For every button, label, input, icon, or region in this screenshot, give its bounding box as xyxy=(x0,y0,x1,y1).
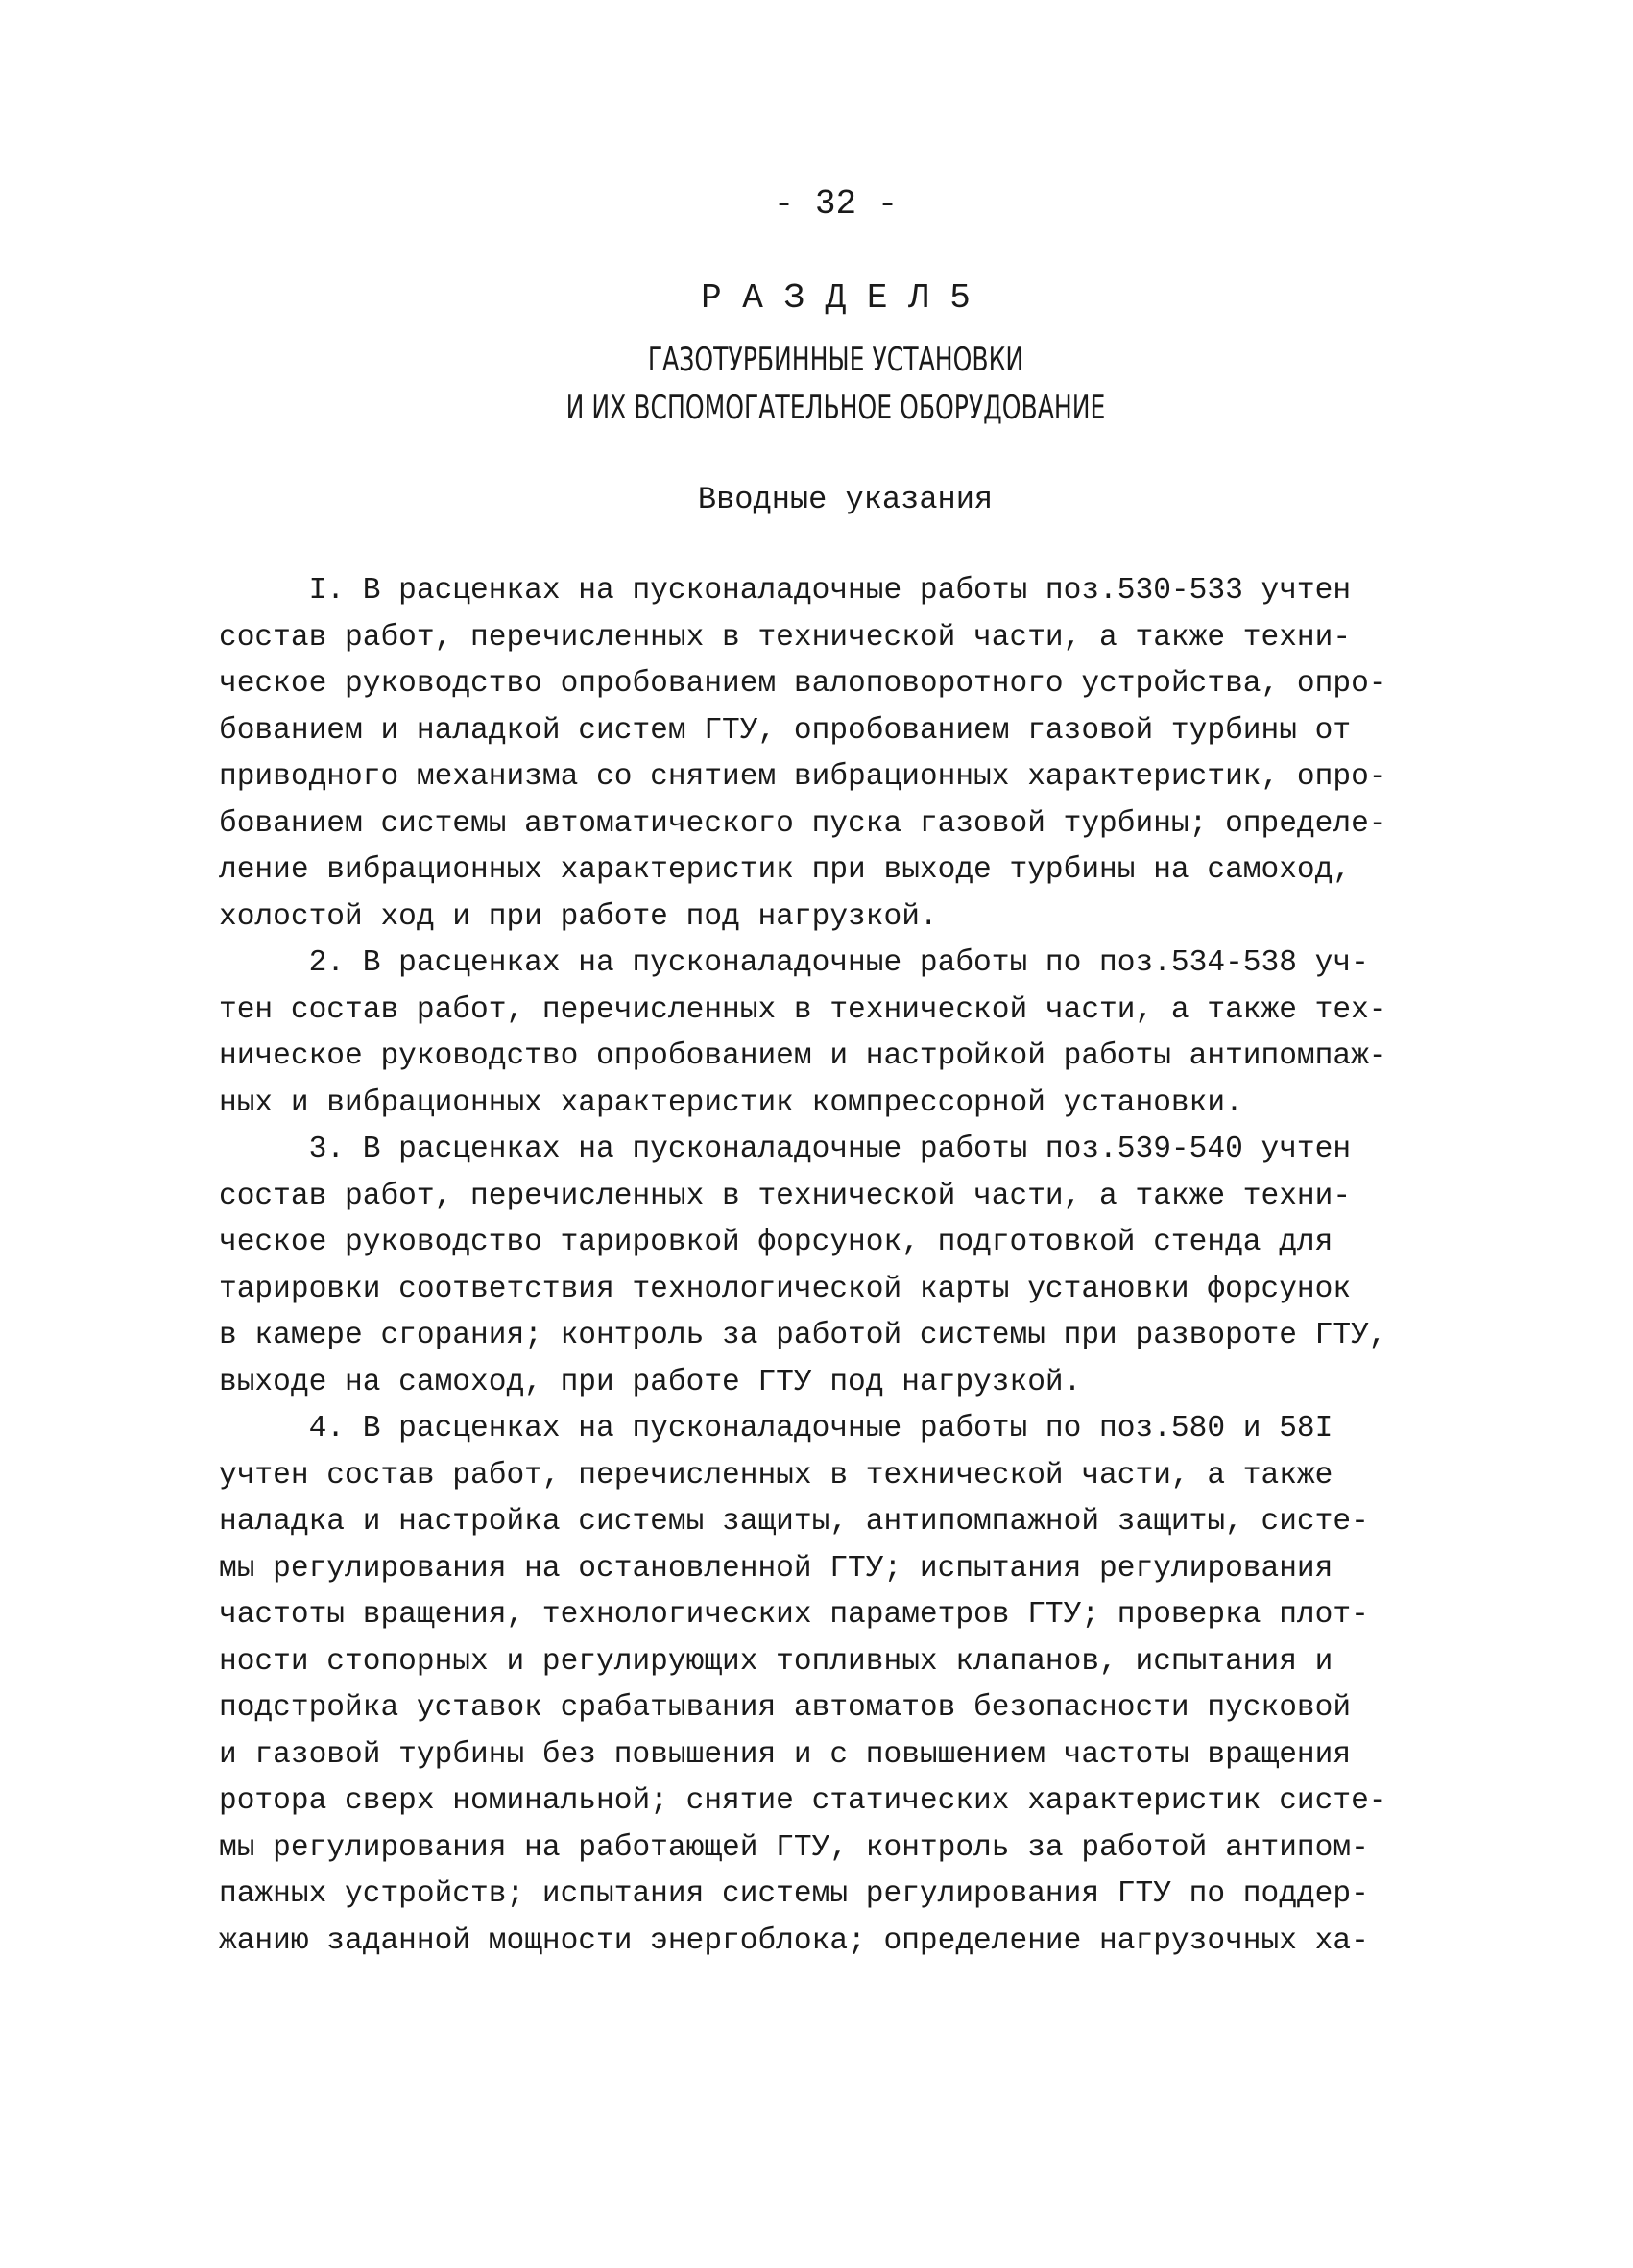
text-line: бованием и наладкой систем ГТУ, опробованием газовой турбины от xyxy=(219,713,1352,748)
text-line: ных и вибрационных характеристик компрессорной установки. xyxy=(219,1086,1243,1120)
text-line: ление вибрационных характеристик при выходе турбины на самоход, xyxy=(219,853,1352,887)
page-number: - 32 - xyxy=(773,184,899,224)
text-line: ности стопорных и регулирующих топливных клапанов, испытания и xyxy=(219,1644,1333,1679)
text-line: состав работ, перечисленных в технической части, а также техни- xyxy=(219,1179,1352,1213)
text-line: жанию заданной мощности энергоблока; определение нагрузочных ха- xyxy=(219,1923,1369,1958)
text-line: наладка и настройка системы защиты, антипомпажной защиты, систе- xyxy=(219,1505,1369,1539)
text-line: 2. В расценках на пусконаладочные работы по поз.534-538 уч- xyxy=(219,946,1369,980)
text-line: учтен состав работ, перечисленных в технической части, а также xyxy=(219,1458,1333,1492)
text-line: подстройка уставок срабатывания автоматов безопасности пусковой xyxy=(219,1691,1352,1725)
text-line: ротора сверх номинальной; снятие статических характеристик систе- xyxy=(219,1784,1387,1818)
section-title-line-2: И ИХ ВСПОМОГАТЕЛЬНОЕ ОБОРУДОВАНИЕ xyxy=(565,389,1106,427)
text-line: состав работ, перечисленных в технической части, а также техни- xyxy=(219,620,1352,655)
text-line: 3. В расценках на пусконаладочные работы поз.539-540 учтен xyxy=(219,1133,1352,1166)
text-line: мы регулирования на работающей ГТУ, контроль за работой антипом- xyxy=(219,1830,1369,1865)
text-line: пажных устройств; испытания системы регулирования ГТУ по поддер- xyxy=(219,1877,1369,1911)
section-label: Р А З Д Е Л 5 xyxy=(701,278,971,318)
text-line: бованием системы автоматического пуска газовой турбины; определе- xyxy=(219,806,1387,841)
text-line: 4. В расценках на пусконаладочные работы по поз.580 и 58I xyxy=(219,1412,1333,1445)
section-title-line-1: ГАЗОТУРБИННЫЕ УСТАНОВКИ xyxy=(647,341,1024,379)
text-line: в камере сгорания; контроль за работой системы при развороте ГТУ, xyxy=(219,1319,1387,1352)
text-line: мы регулирования на остановленной ГТУ; испытания регулирования xyxy=(219,1551,1333,1586)
text-line: тен состав работ, перечисленных в технической части, а также тех- xyxy=(219,992,1387,1027)
text-line: ческое руководство тарировкой форсунок, подготовкой стенда для xyxy=(219,1226,1333,1259)
text-line: ническое руководство опробованием и настройкой работы антипомпаж- xyxy=(219,1039,1387,1073)
text-line: и газовой турбины без повышения и с повышением частоты вращения xyxy=(219,1737,1352,1772)
text-line: частоты вращения, технологических параметров ГТУ; проверка плот- xyxy=(219,1598,1369,1632)
text-line: I. В расценках на пусконаладочные работы поз.530-533 учтен xyxy=(219,574,1352,608)
text-line: холостой ход и при работе под нагрузкой. xyxy=(219,899,938,934)
intro-heading: Вводные указания xyxy=(697,482,994,517)
text-line: ческое руководство опробованием валоповоротного устройства, опро- xyxy=(219,667,1387,701)
text-line: тарировки соответствия технологической карты установки форсунок xyxy=(219,1272,1352,1306)
text-line: выходе на самоход, при работе ГТУ под нагрузкой. xyxy=(219,1365,1082,1399)
section-title xyxy=(19,336,1633,432)
body-text xyxy=(219,568,1467,1965)
text-line: приводного механизма со снятием вибрационных характеристик, опро- xyxy=(219,760,1387,794)
